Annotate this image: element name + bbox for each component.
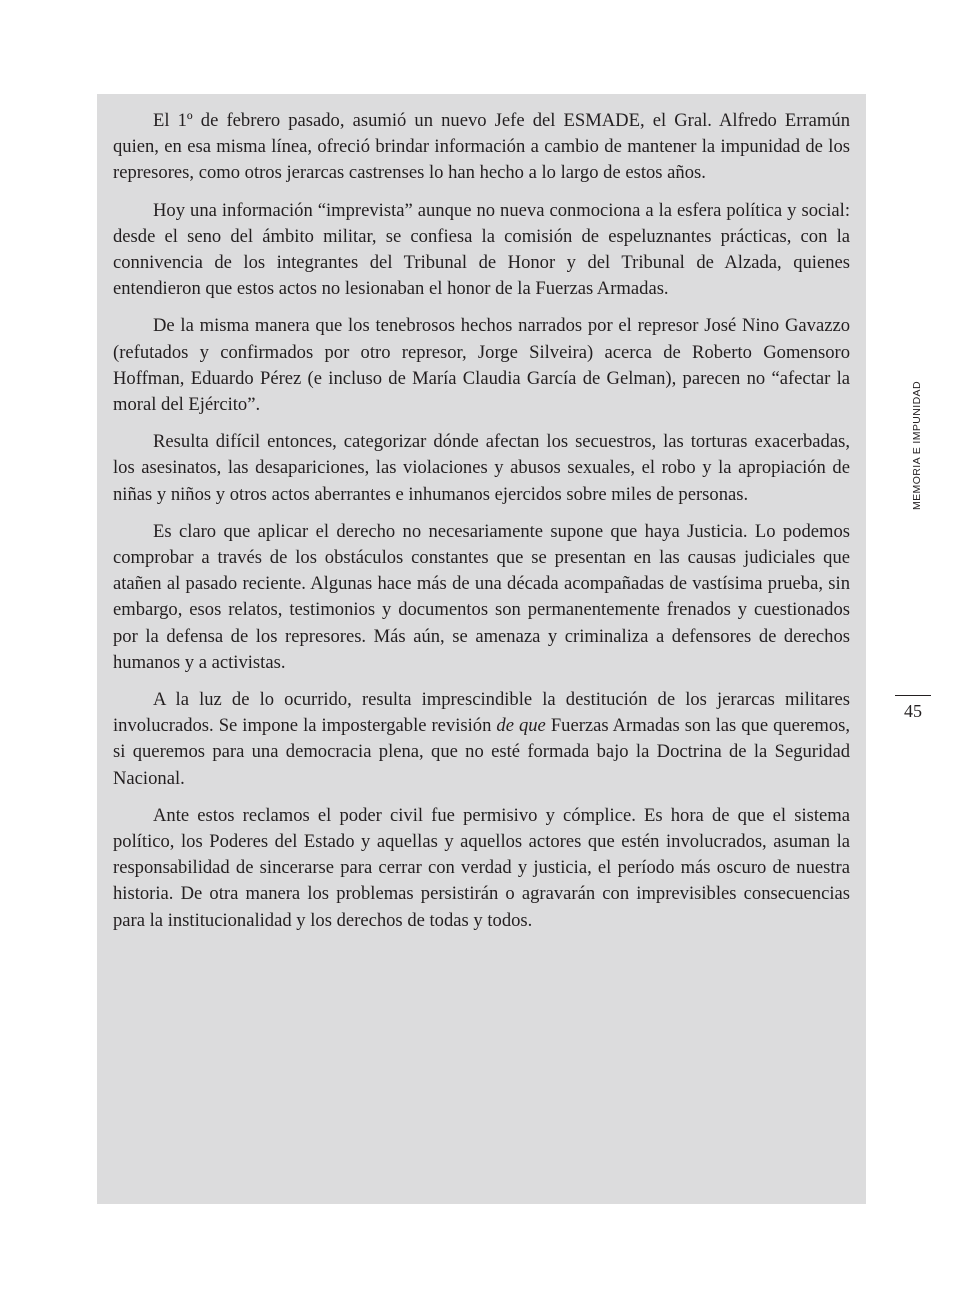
paragraph-dismissal-text-after: Fuerzas Armadas son las que queremos, si queremos para una democracia plena, que no esté formada bajo la Doctrina de la Seguridad Nacional.	[113, 715, 851, 789]
paragraph-esmade-chief: El 1º de febrero pasado, asumió un nuevo Jefe del ESMADE, el Gral. Alfredo Erramún quien, en esa misma línea, ofreció brindar información a cambio de mantener la impunidad de los represores, como otros jerarcas castrenses lo han hecho a lo largo de estos años.	[113, 110, 850, 184]
paragraph-justice-obstacles: Es claro que aplicar el derecho no necesariamente supone que haya Justicia. Lo podemos comprobar a través de los obstáculos constantes que se presentan en las causas judiciales que atañen al pasado reciente. Algunas hace más de una década acompañadas de vastísima prueba, sin embargo, esos relatos, testimonios y documentos son permanentemente frenados y cuestionados por la defensa de los represores. Más aún, se amenaza y criminaliza a defensores de derechos humanos y a activistas.	[113, 520, 850, 673]
paragraph-dismissal-text-before: A la luz de lo ocurrido, resulta imprescindible la destitución de los jerarcas militares involucrados. Se impone la impostergable revisión	[113, 689, 850, 737]
running-head: MEMORIA E IMPUNIDAD	[911, 381, 923, 510]
paragraph-civil-power: Ante estos reclamos el poder civil fue permisivo y cómplice. Es hora de que el sistema político, los Poderes del Estado y aquellas y aquellos actores que estén involucrados, asuman la responsabilidad de sincerarse para cerrar con verdad y justicia, el período más oscuro de nuestra historia. De otra manera los problemas persistirán o agravarán con imprevisibles consecuencias para la institucionalidad y los derechos de todas y todos.	[113, 804, 850, 931]
paragraph-crimes-list: Resulta difícil entonces, categorizar dónde afectan los secuestros, las torturas exacerbadas, los asesinatos, las desapariciones, las violaciones y abusos sexuales, el robo y la apropiación de niñas y niños y otros actos aberrantes e inhumanos ejercidos sobre miles de personas.	[113, 431, 850, 505]
paragraph-dismissal-italic: de que	[496, 715, 546, 737]
paragraph-gavazzo-testimony: De la misma manera que los tenebrosos hechos narrados por el represor José Nino Gavazzo (refutados y confirmados por otro represor, Jorge Silveira) acerca de Roberto Gomensoro Hoffman, Eduardo Pérez (e incluso de María Claudia García de Gelman), parecen no “afectar la moral del Ejército”.	[113, 315, 850, 416]
body-text	[113, 108, 850, 945]
page-number: 45	[904, 701, 922, 721]
paragraph-unexpected-information: Hoy una información “imprevista” aunque no nueva conmociona a la esfera política y social: desde el seno del ámbito militar, se confiesa la comisión de espeluznantes prácticas, con la connivencia de los integrantes del Tribunal de Honor y del Tribunal de Alzada, quienes entendieron que estos actos no lesionaban el honor de la Fuerzas Armadas.	[113, 199, 850, 300]
paragraph-dismissal-demand	[113, 687, 850, 792]
page-number-rule	[895, 695, 931, 696]
